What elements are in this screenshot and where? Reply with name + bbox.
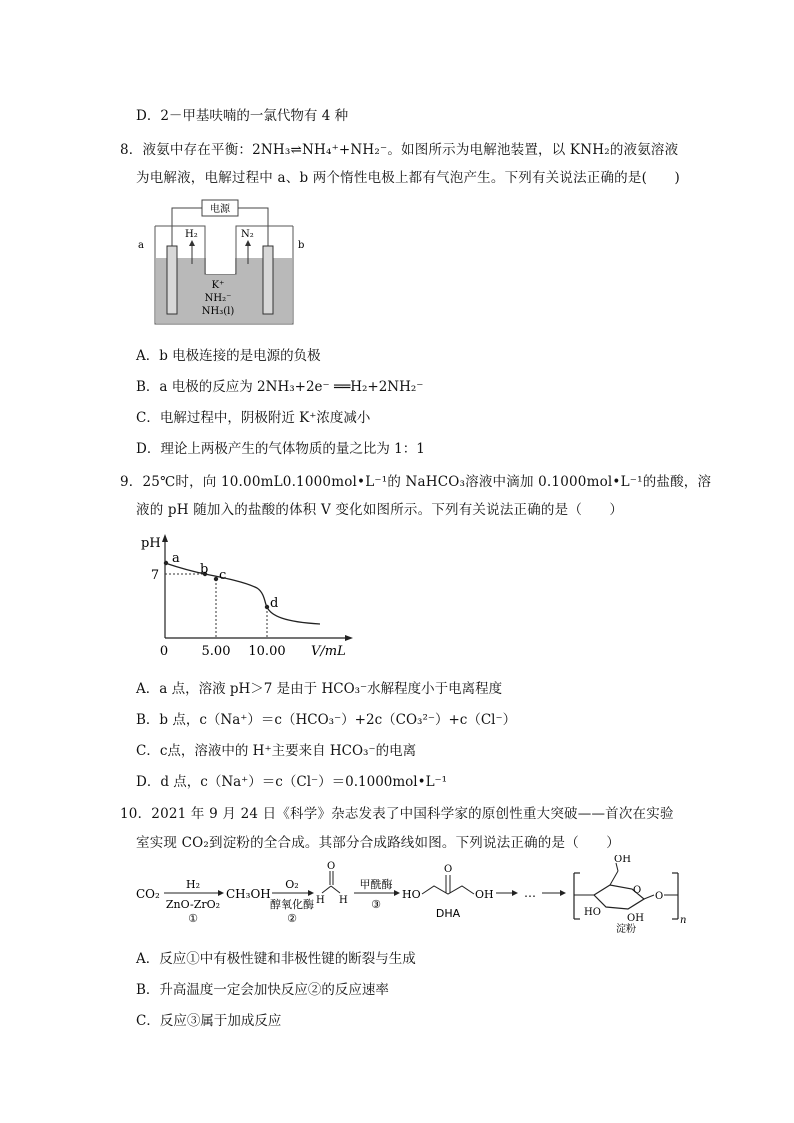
y-axis-label: pH [141,536,161,551]
electrolysis-diagram [130,190,320,330]
h2-label: H₂ [185,229,198,240]
starch-ring-o: O [633,885,642,896]
formaldehyde-h-left: H [316,895,325,906]
point-c-label: c [219,568,227,583]
x-axis-label: V/mL [311,644,346,659]
q8-option-a: A．b 电极连接的是电源的负极 [136,348,321,364]
starch-oh-top: OH [614,855,631,865]
synthesis-scheme [132,855,692,935]
x-tick-5: 5.00 [201,644,231,659]
ellipsis: … [524,886,536,900]
n2-label: N₂ [241,229,254,240]
formaldehyde-h-right: H [339,895,348,906]
q8-option-b: B．a 电极的反应为 2NH₃+2e⁻ ══H₂+2NH₂⁻ [136,379,424,395]
y-tick-7: 7 [150,568,160,583]
h2-reagent: H₂ [185,878,201,891]
q10-option-c: C．反应③属于加成反应 [136,1013,282,1029]
q9-stem-line2: 液的 pH 随加入的盐酸的体积 V 变化如图所示。下列有关说法正确的是（ ） [136,502,624,518]
ch3oh-label: CH₃OH [226,887,271,901]
x-tick-10: 10.00 [248,644,286,659]
electrode-a-label: a [138,240,144,251]
dha-ho: HO [402,888,421,901]
q8-stem-line1: 8．液氨中存在平衡：2NH₃⇌NH₄⁺+NH₂⁻。如图所示为电解池装置，以 KNH₂的液氨溶液 [120,142,679,158]
dha-label: DHA [435,907,461,920]
q9-option-a: A．a 点，溶液 pH＞7 是由于 HCO₃⁻水解程度小于电离程度 [136,681,503,697]
point-d-label: d [270,596,279,611]
q9-option-d: D．d 点，c（Na⁺）＝c（Cl⁻）＝0.1000mol•L⁻¹ [136,774,448,790]
ion-nh3: NH₃(l) [201,306,235,317]
q8-stem-line2: 为电解液，电解过程中 a、b 两个惰性电极上都有气泡产生。下列有关说法正确的是( ) [136,170,680,186]
electrode-b-label: b [298,240,305,251]
dha-o: O [444,864,453,875]
point-b-label: b [200,562,209,577]
q10-option-b: B．升高温度一定会加快反应②的反应速率 [136,982,389,998]
q7-option-d: D．2－甲基呋喃的一氯代物有 4 种 [136,108,349,124]
point-a [164,561,168,565]
o2-reagent: O₂ [285,878,299,891]
q9-stem-line1: 9．25℃时，向 10.00mL0.1000mol•L⁻¹的 NaHCO₃溶液中滴加 0.1000mol•L⁻¹的盐酸，溶 [120,474,712,490]
ph-titration-chart [135,530,355,662]
step-2-label: ② [287,912,297,925]
q9-option-b: B．b 点，c（Na⁺）＝c（HCO₃⁻）+2c（CO₃²⁻）+c（Cl⁻） [136,712,517,728]
catalyst-label: ZnO-ZrO₂ [165,898,221,911]
dha-oh: OH [475,888,494,901]
power-source-label: 电源 [210,204,230,215]
step-1-label: ① [188,912,198,925]
x-origin-label: 0 [159,644,169,659]
q8-option-d: D．理论上两极产生的气体物质的量之比为 1：1 [136,441,425,457]
q10-option-a: A．反应①中有极性键和非极性键的断裂与生成 [136,951,416,967]
ion-k: K⁺ [211,280,225,291]
step-3-label: ③ [371,898,381,911]
formolase-label: 甲酰酶 [359,878,393,891]
q8-option-c: C．电解过程中，阴极附近 K⁺浓度减小 [136,410,371,426]
formaldehyde-o: O [327,861,336,872]
q10-stem-line2: 室实现 CO₂到淀粉的全合成。其部分合成路线如图。下列说法正确的是（ ） [136,835,620,851]
point-a-label: a [172,551,180,566]
co2-label: CO₂ [136,887,160,901]
alcohol-oxidase-label: 醇氧化酶 [270,898,314,911]
starch-oh-bottom: OH [627,913,644,924]
point-d [265,605,269,609]
starch-n: n [680,915,687,926]
q10-stem-line1: 10．2021 年 9 月 24 日《科学》杂志发表了中国科学家的原创性重大突破——首次在实验 [120,806,674,822]
point-c [214,577,218,581]
starch-label: 淀粉 [616,924,636,935]
ion-nh2: NH₂⁻ [204,293,232,304]
starch-link-o: O [655,891,664,902]
q9-option-c: C．c点，溶液中的 H⁺主要来自 HCO₃⁻的电离 [136,743,417,759]
starch-ho: HO [584,907,601,918]
